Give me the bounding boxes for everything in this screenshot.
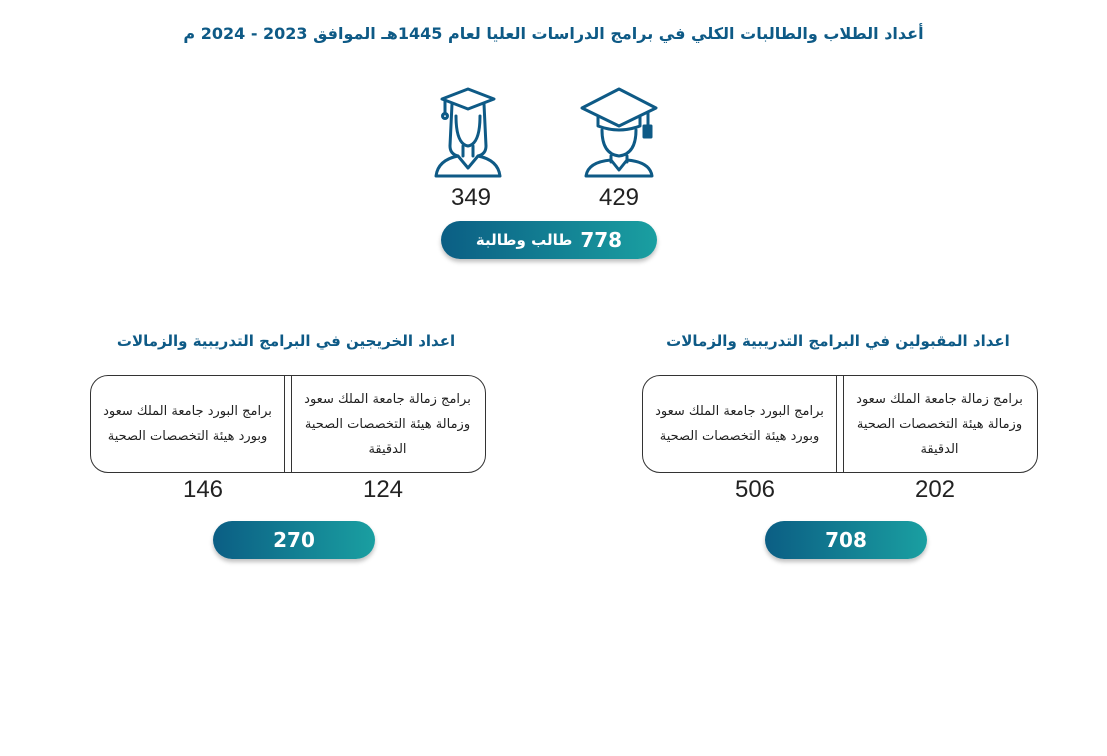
graduates-fellowship-count: 124 [362, 476, 404, 503]
box-divider [836, 376, 844, 472]
admitted-total-badge [765, 521, 927, 559]
total-students-number: 778 [580, 228, 623, 252]
total-students-badge [441, 221, 657, 259]
female-graduate-icon [430, 86, 506, 178]
graduates-section-title: اعداد الخريجين في البرامج التدريبية والزمالات [116, 332, 456, 350]
graduates-board-label: برامج البورد جامعة الملك سعود وبورد هيئة التخصصات الصحية [103, 404, 272, 444]
admitted-section-title: اعداد المقبولين في البرامج التدريبية والزمالات [666, 332, 1010, 350]
admitted-board-count: 506 [734, 476, 776, 503]
graduates-board-count: 146 [182, 476, 224, 503]
page-title: أعداد الطلاب والطالبات الكلي في برامج الدراسات العليا لعام 1445هـ الموافق 2023 - 2024 م [183, 24, 924, 43]
graduates-programs-box [90, 375, 486, 473]
admitted-board-label: برامج البورد جامعة الملك سعود وبورد هيئة التخصصات الصحية [655, 404, 824, 444]
total-students-label: طالب وطالبة [475, 231, 573, 249]
male-count: 429 [598, 184, 640, 211]
admitted-programs-box [642, 375, 1038, 473]
admitted-fellowship-label: برامج زمالة جامعة الملك سعود وزمالة هيئة التخصصات الصحية الدقيقة [856, 391, 1023, 457]
graduates-total-badge [213, 521, 375, 559]
graduates-total-number: 270 [273, 528, 315, 552]
male-graduate-icon [578, 86, 660, 178]
female-count: 349 [450, 184, 492, 211]
admitted-total-number: 708 [825, 528, 867, 552]
box-divider [284, 376, 292, 472]
admitted-fellowship-count: 202 [914, 476, 956, 503]
graduates-fellowship-label: برامج زمالة جامعة الملك سعود وزمالة هيئة التخصصات الصحية الدقيقة [304, 391, 471, 457]
